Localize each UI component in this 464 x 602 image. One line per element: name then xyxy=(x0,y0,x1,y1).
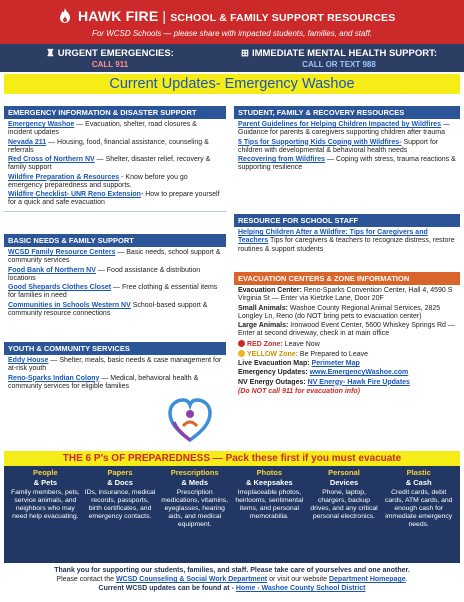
resource-link[interactable]: WCSD Family Resource Centers xyxy=(8,249,116,256)
nv-energy-link[interactable]: NV Energy- Hawk Fire Updates xyxy=(307,378,410,386)
footer-updates: Current WCSD updates can be found at - Home - Washoe County School District xyxy=(98,585,366,593)
counseling-dept-link[interactable]: WCSD Counseling & Social Work Department xyxy=(115,576,268,584)
youth-section xyxy=(4,342,226,394)
department-homepage-link[interactable]: Department Homepage xyxy=(328,576,406,584)
footer-thanks: Thank you for supporting our students, families, and staff. Please take care of yourselves and one another. xyxy=(54,567,410,574)
footer-contact: Please contact the WCSD Counseling & Social Work Department or visit our website Department Homepage. xyxy=(56,576,408,584)
emergency-info-section xyxy=(4,106,226,212)
mental-call[interactable]: CALL OR TEXT 988 xyxy=(302,60,376,70)
small-animals: Small Animals: Washoe County Regional Animal Services, 2825 Longley Ln, Reno (do NOT bring pets to evacuation center) xyxy=(238,304,441,320)
resource-link[interactable]: Wildfire Preparation & Resources xyxy=(8,173,120,181)
live-map: Live Evacuation Map: Perimeter Map xyxy=(238,360,360,367)
prep-column-devices: Personal Devices Phone, laptop, chargers, backup drives, and any critical personal electronics. xyxy=(310,468,378,521)
resource-link[interactable]: Recovering from Wildfires xyxy=(238,156,326,163)
emergency-bar xyxy=(0,44,464,72)
resource-link[interactable]: 5 Tips for Supporting Kids Coping with Wildfires- xyxy=(238,138,402,146)
large-animals: Large Animals: Ironwood Event Center, 5600 Whiskey Springs Rd — Enter at second driveway, check in at main office xyxy=(238,322,455,338)
section-heading: RESOURCE FOR SCHOOL STAFF xyxy=(234,214,460,227)
list-item: Wildfire Checklist- UNR Reno Extension- How to prepare yourself for a quick and safe evacuation xyxy=(8,191,220,207)
list-item: Emergency Washoe — Evacuation, shelter, road closures & incident updates xyxy=(8,121,197,137)
prep-column-people: People & Pets Family members, pets, service animals, and neighbors who may need help evacuating. xyxy=(10,468,80,521)
list-item: Red Cross of Northern NV — Shelter, disaster relief, recovery & family support xyxy=(8,156,211,172)
prep-column-photos: Photos & Keepsakes Irreplaceable photos, heirlooms, sentimental items, and personal memorabilia. xyxy=(235,468,304,521)
list-item: Recovering from Wildfires — Coping with stress, trauma reactions & supporting resilience xyxy=(238,156,456,172)
footer xyxy=(4,566,460,593)
evacuation-center: Evacuation Center: Reno-Sparks Convention Center, Hall 4, 4590 S Virginia St — Enter via Kietzke Lane, Door 20F xyxy=(238,287,453,303)
resource-link[interactable]: Food Bank of Northern NV xyxy=(8,266,96,274)
list-item: Reno-Sparks Indian Colony — Medical, behavioral health & community services for eligible families xyxy=(8,374,199,390)
urgent-emergencies xyxy=(20,48,200,70)
list-item: WCSD Family Resource Centers — Basic needs, school support & community services xyxy=(8,249,221,265)
resource-link[interactable]: Nevada 211 xyxy=(8,138,47,146)
school-staff-section xyxy=(234,214,460,257)
prep-column-plastic: Plastic & Cash Credit cards, debit cards, ATM cards, and enough cash for immediate emergency needs. xyxy=(384,468,453,529)
section-heading: YOUTH & COMMUNITY SERVICES xyxy=(4,342,226,355)
section-heading: BASIC NEEDS & FAMILY SUPPORT xyxy=(4,234,226,247)
emergency-updates: Emergency Updates: www.EmergencyWashoe.com xyxy=(238,369,409,377)
heart-logo-icon xyxy=(166,394,214,446)
title-separator: | xyxy=(162,8,167,24)
wcsd-home-link[interactable]: Home - Washoe County School District xyxy=(235,585,366,593)
basic-needs-section xyxy=(4,234,226,321)
yellow-zone: YELLOW Zone: Be Prepared to Leave xyxy=(238,350,456,359)
list-item: Parent Guidelines for Helping Children Impacted by Wildfires — Guidance for parents & caregivers supporting children after trauma xyxy=(238,121,450,137)
tagline: For WCSD Schools — please share with impacted students, families, and staff. xyxy=(91,29,373,38)
resource-link[interactable]: Wildfire Checklist- UNR Reno Extension xyxy=(8,191,141,198)
urgent-call[interactable]: CALL 911 xyxy=(91,60,129,70)
preparedness-heading: THE 6 P's OF PREPAREDNESS — Pack these first if you must evacuate xyxy=(4,451,460,466)
list-item: Good Shepards Clothes Closet — Free clothing & essential items for families in need xyxy=(8,284,218,300)
resource-link[interactable]: Reno-Sparks Indian Colony xyxy=(8,374,100,382)
student-family-section xyxy=(234,106,460,176)
page-title xyxy=(78,8,395,25)
red-dot-icon xyxy=(238,340,245,347)
title-main: HAWK FIRE xyxy=(78,8,159,24)
resource-link[interactable]: Emergency Washoe xyxy=(8,121,75,128)
resource-link[interactable]: Helping Children After a Wildfire: Tips for Caregivers and Teachers xyxy=(238,229,428,245)
fire-extinguisher-icon: ♜ xyxy=(46,48,55,59)
header-bar xyxy=(0,0,464,44)
urgent-label: URGENT EMERGENCIES: xyxy=(57,48,174,59)
perimeter-map-link[interactable]: Perimeter Map xyxy=(311,360,360,367)
resource-link[interactable]: Good Shepards Clothes Closet xyxy=(8,284,112,291)
emergency-washoe-link[interactable]: www.EmergencyWashoe.com xyxy=(309,369,409,377)
red-zone: RED Zone: Leave Now xyxy=(238,340,456,349)
list-item: Helping Children After a Wildfire: Tips for Caregivers and Teachers Tips for caregivers & teachers to recognize distress, restore routines & support students xyxy=(238,229,455,253)
yellow-dot-icon xyxy=(238,350,245,357)
warning-text: (Do NOT call 911 for evacuation info) xyxy=(238,387,361,395)
list-item: Food Bank of Northern NV — Food assistance & distribution locations xyxy=(8,266,201,282)
section-heading: EMERGENCY INFORMATION & DISASTER SUPPORT xyxy=(4,106,226,119)
list-item: Communities in Schools Western NV School-based support & community resource connections xyxy=(8,301,208,317)
title-subtitle: SCHOOL & FAMILY SUPPORT RESOURCES xyxy=(170,12,396,24)
hospital-icon: ⊞ xyxy=(240,48,249,59)
current-updates-banner[interactable]: Current Updates- Emergency Washoe xyxy=(4,74,460,94)
resource-link[interactable]: Parent Guidelines for Helping Children Impacted by Wildfires xyxy=(238,121,441,128)
nv-energy: NV Energy Outages: NV Energy- Hawk Fire Updates xyxy=(238,378,410,386)
resource-link[interactable]: Red Cross of Northern NV xyxy=(8,156,95,163)
evacuation-section xyxy=(234,272,460,399)
resource-link[interactable]: Communities in Schools Western NV xyxy=(8,301,131,309)
mental-label: IMMEDIATE MENTAL HEALTH SUPPORT: xyxy=(251,48,438,59)
list-item: Wildfire Preparation & Resources - Know before you go emergency preparedness and supports. xyxy=(8,173,188,189)
flame-icon xyxy=(58,8,72,24)
prep-column-prescriptions: Prescriptions & Meds Prescription medications, vitamins, eyeglasses, hearing aids, and medical equipment. xyxy=(161,468,229,529)
list-item: Nevada 211 — Housing, food, financial assistance, counseling & referrals xyxy=(8,138,209,154)
list-item: Eddy House — Shelter, meals, basic needs & case management for at-risk youth xyxy=(8,357,222,373)
resource-link[interactable]: Eddy House xyxy=(8,357,49,364)
section-heading: EVACUATION CENTERS & ZONE INFORMATION xyxy=(234,272,460,285)
mental-health-support xyxy=(214,48,464,70)
section-heading: STUDENT, FAMILY & RECOVERY RESOURCES xyxy=(234,106,460,119)
prep-column-papers: Papers & Docs IDs, insurance, medical records, passports, birth certificates, and emergency contacts. xyxy=(84,468,156,521)
preparedness-panel xyxy=(4,451,460,563)
list-item: 5 Tips for Supporting Kids Coping with Wildfires- Support for children with developmental & behavioral health needs xyxy=(238,138,439,154)
